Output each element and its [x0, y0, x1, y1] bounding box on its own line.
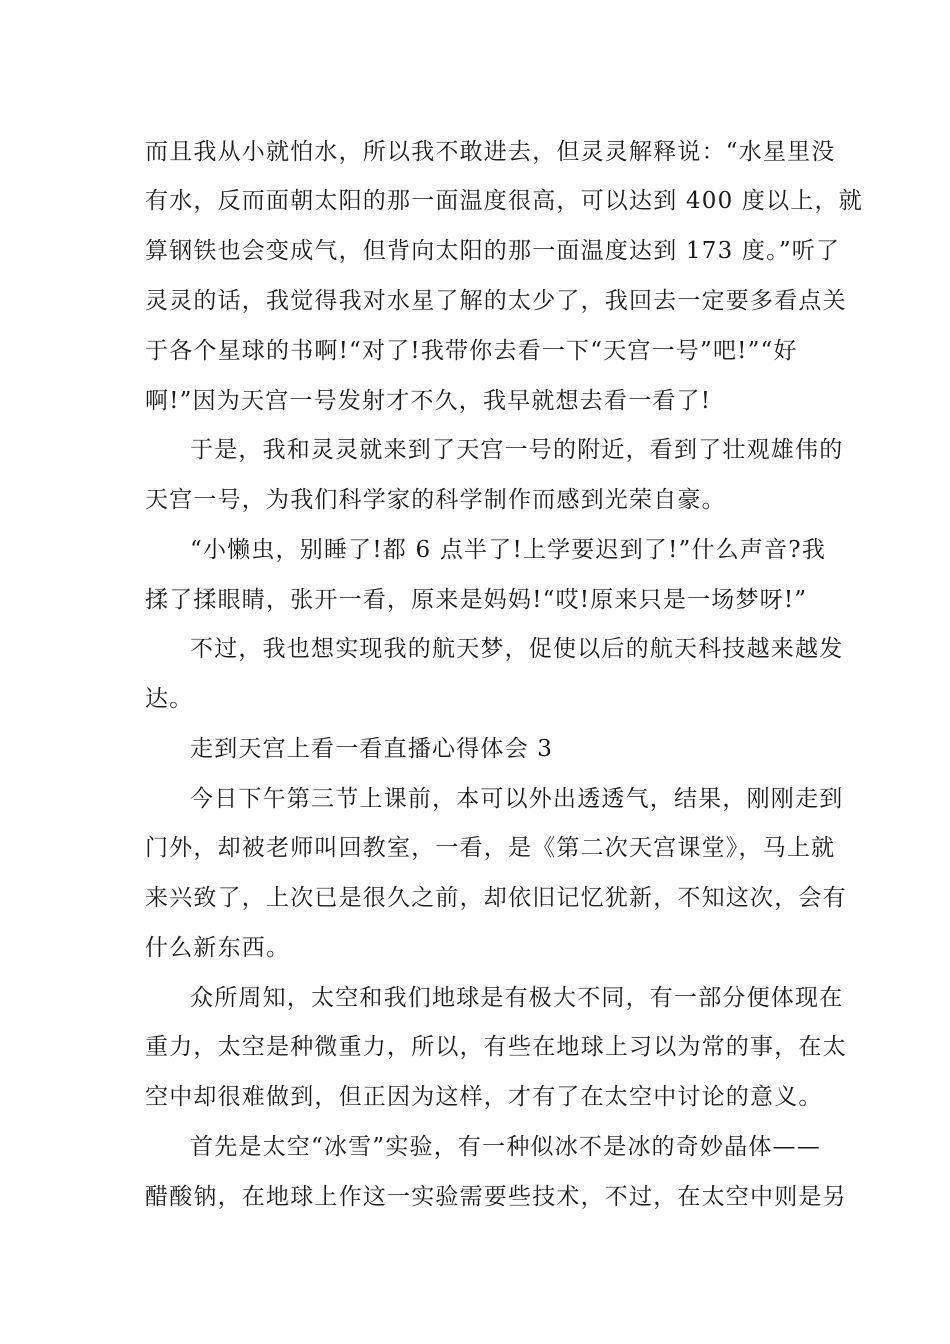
- text-line: 而且我从小就怕水，所以我不敢进去，但灵灵解释说：“水星里没: [145, 139, 836, 165]
- text-line: 天宫一号，为我们科学家的科学制作而感到光荣自豪。: [145, 487, 726, 513]
- text-line: 来兴致了，上次已是很久之前，却依旧记忆犹新，不知这次，会有: [145, 885, 847, 911]
- text-line: 于各个星球的书啊!“对了!我带你去看一下“天宫一号”吧!”“好: [145, 338, 798, 364]
- text-line: 有水，反而面朝太阳的那一面温度很高，可以达到 400 度以上，就: [145, 188, 863, 214]
- text-line: 啊!”因为天宫一号发射才不久，我早就想去看一看了!: [145, 388, 712, 414]
- text-line: 醋酸钠，在地球上作这一实验需要些技术，不过，在太空中则是另: [145, 1184, 847, 1210]
- text-line: 揉了揉眼睛，张开一看，原来是妈妈!“哎!原来只是一场梦呀!”: [145, 587, 808, 613]
- text-line: 算钢铁也会变成气，但背向太阳的那一面温度达到 173 度。”听了: [145, 238, 841, 264]
- text-line: 什么新东西。: [145, 935, 291, 961]
- text-line: “小懒虫，别睡了!都 6 点半了!上学要迟到了!”什么声音?我: [190, 537, 827, 563]
- text-line: 首先是太空“冰雪”实验，有一种似冰不是冰的奇妙晶体——: [190, 1134, 821, 1160]
- section-heading: 走到天宫上看一看直播心得体会 3: [190, 736, 554, 762]
- text-line: 灵灵的话，我觉得我对水星了解的太少了，我回去一定要多看点关: [145, 288, 847, 314]
- text-line: 不过，我也想实现我的航天梦，促使以后的航天科技越来越发: [190, 636, 844, 662]
- text-line: 空中却很难做到，但正因为这样，才有了在太空中讨论的意义。: [145, 1084, 823, 1110]
- text-line: 达。: [145, 686, 194, 712]
- text-line: 今日下午第三节上课前，本可以外出透透气，结果，刚刚走到: [190, 786, 844, 812]
- text-line: 于是，我和灵灵就来到了天宫一号的附近，看到了壮观雄伟的: [190, 437, 844, 463]
- text-line: 重力，太空是种微重力，所以，有些在地球上习以为常的事，在太: [145, 1034, 847, 1060]
- text-line: 众所周知，太空和我们地球是有极大不同，有一部分便体现在: [190, 985, 844, 1011]
- text-line: 门外，却被老师叫回教室，一看，是《第二次天宫课堂》，马上就: [145, 835, 836, 861]
